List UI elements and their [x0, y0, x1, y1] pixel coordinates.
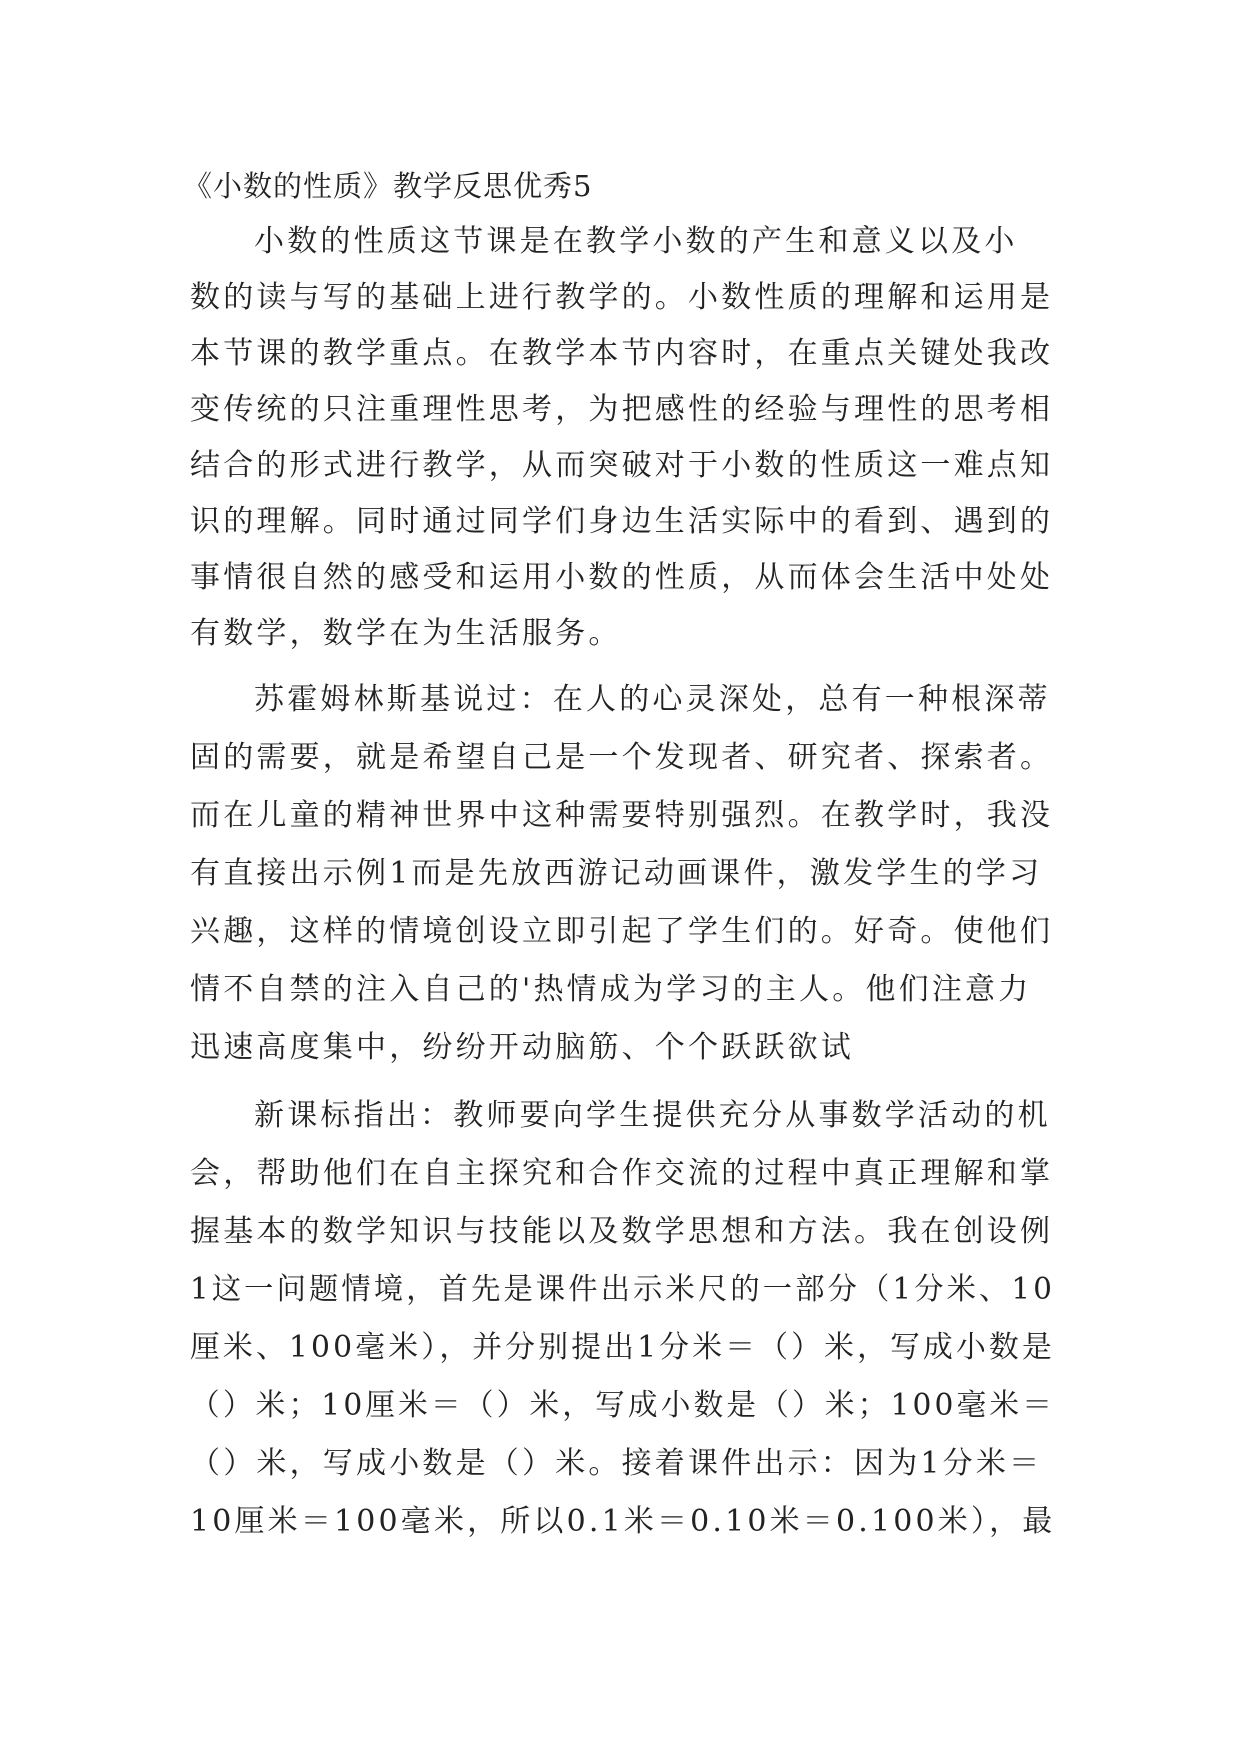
paragraph-3-line-2: 会，帮助他们在自主探究和合作交流的过程中真正理解和掌 [190, 1156, 1054, 1191]
paragraph-2-line-2: 固的需要，就是希望自己是一个发现者、研究者、探索者。 [190, 740, 1054, 775]
paragraph-3-line-7: （）米，写成小数是（）米。接着课件出示：因为1分米＝ [190, 1446, 1043, 1481]
paragraph-3-line-3: 握基本的数学知识与技能以及数学思想和方法。我在创设例 [190, 1214, 1054, 1249]
paragraph-2-line-5: 兴趣，这样的情境创设立即引起了学生们的。好奇。使他们 [190, 914, 1054, 949]
paragraph-1-line-4: 变传统的只注重理性思考，为把感性的经验与理性的思考相 [190, 392, 1054, 427]
paragraph-3-line-1: 新课标指出：教师要向学生提供充分从事数学活动的机 [254, 1098, 1051, 1133]
paragraph-1-line-2: 数的读与写的基础上进行教学的。小数性质的理解和运用是 [190, 280, 1054, 315]
paragraph-1-line-6: 识的理解。同时通过同学们身边生活实际中的看到、遇到的 [190, 504, 1054, 539]
paragraph-3-line-6: （）米；10厘米＝（）米，写成小数是（）米；100毫米＝ [190, 1388, 1056, 1423]
paragraph-1-line-7: 事情很自然的感受和运用小数的性质，从而体会生活中处处 [190, 560, 1054, 595]
document-title: 《小数的性质》教学反思优秀5 [183, 169, 593, 203]
paragraph-2-line-1: 苏霍姆林斯基说过：在人的心灵深处，总有一种根深蒂 [254, 682, 1051, 717]
paragraph-3-line-5: 厘米、100毫米），并分别提出1分米＝（）米，写成小数是 [190, 1330, 1055, 1365]
paragraph-1-line-8: 有数学，数学在为生活服务。 [190, 616, 622, 651]
paragraph-1-line-1: 小数的性质这节课是在教学小数的产生和意义以及小 [254, 224, 1018, 259]
paragraph-3-line-4: 1这一问题情境，首先是课件出示米尺的一部分（1分米、10 [190, 1272, 1055, 1307]
paragraph-1-line-5: 结合的形式进行教学，从而突破对于小数的性质这一难点知 [190, 448, 1054, 483]
paragraph-2-line-3: 而在儿童的精神世界中这种需要特别强烈。在教学时，我没 [190, 798, 1054, 833]
paragraph-3-line-8: 10厘米＝100毫米，所以0.1米＝0.10米＝0.100米），最 [190, 1504, 1056, 1539]
paragraph-2-line-7: 迅速高度集中，纷纷开动脑筋、个个跃跃欲试 [190, 1030, 854, 1065]
paragraph-1-line-3: 本节课的教学重点。在教学本节内容时，在重点关键处我改 [190, 336, 1054, 371]
paragraph-2-line-4: 有直接出示例1而是先放西游记动画课件，激发学生的学习 [190, 856, 1043, 891]
paragraph-2-line-6: 情不自禁的注入自己的'热情成为学习的主人。他们注意力 [190, 972, 1032, 1007]
